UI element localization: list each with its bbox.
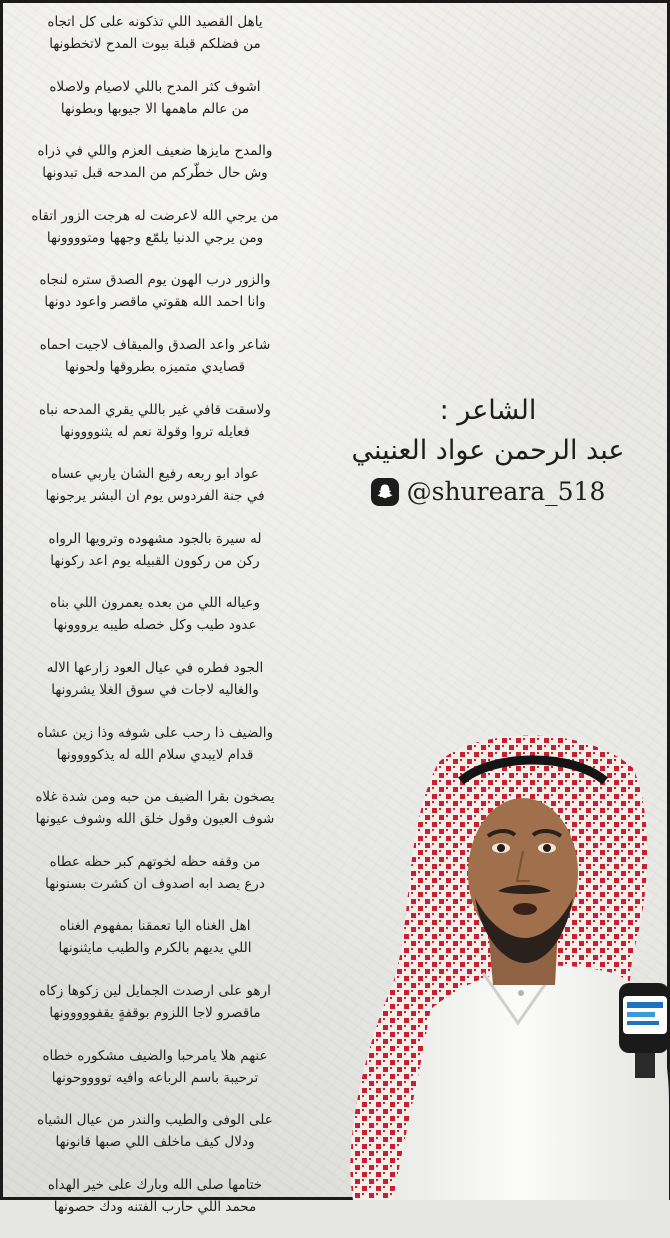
poem-line: وعياله اللي من بعده يعمرون اللي بناه: [50, 595, 260, 612]
poem-stanza: [5, 269, 305, 334]
poem-stanza: [5, 140, 305, 205]
poem-stanza: [5, 1045, 305, 1110]
poem-line: عنهم هلا يامرحبا والضيف مشكوره خطاه: [42, 1047, 268, 1064]
poem-line: درع يصد ابه اصدوف ان كشرت بسنونها: [45, 875, 265, 892]
poem-stanza: [5, 463, 305, 528]
poem-line: ختامها صلى الله وبارك على خير الهداه: [47, 1176, 263, 1193]
poem-line: اللي يديهم بالكرم والطيب مايثنونها: [58, 940, 252, 957]
poet-label: الشاعر :: [439, 395, 537, 426]
poem-stanza: [5, 851, 305, 916]
poem-stanza: [5, 722, 305, 787]
poem-line: اشوف كثر المدح باللي لاصيام ولاصلاه: [49, 78, 261, 95]
poem-line: عواد ابو ربعه رفيع الشان ياربي عساه: [51, 466, 259, 483]
poem-line: شوف العيون وقول خلق الله وشوف عيونها: [35, 811, 275, 828]
poem-line: ارهو على ارصدت الجمايل لين زكوها زكاه: [39, 982, 271, 999]
poem-line: له سيرة بالجود مشهوده وترويها الرواه: [48, 530, 262, 547]
poem-line: من عالم ماهمها الا جيوبها وبطونها: [60, 100, 250, 117]
poem-line: من يرجي الله لاعرضت له هرجت الزور اتقاه: [31, 207, 279, 224]
poem-stanza: [5, 1109, 305, 1174]
poem-line: وانا احمد الله هقوتي ماقصر واعود دونها: [44, 294, 266, 311]
poem-line: شاعر واعد الصدق والميقاف لاجيت احماه: [39, 336, 271, 353]
poem-line: فعايله تروا وقولة نعم له يثنوووونها: [60, 423, 250, 440]
poem-line: ماقصرو لاجا اللزوم بوقفةٍ يقفووووونها: [49, 1004, 261, 1021]
snapchat-ghost-icon: [371, 478, 399, 506]
poem-stanza: [5, 1174, 305, 1238]
poem-stanza: [5, 915, 305, 980]
poem-line: اهل الغناه اليا تعمقنا بمفهوم الغناه: [59, 918, 251, 935]
poet-info: [333, 391, 643, 506]
poem-text: [5, 11, 305, 1238]
poet-portrait-photo: [333, 723, 669, 1200]
poem-line: ومن يرجي الدنيا يلمّع وجهها ومتوووونها: [46, 229, 264, 246]
poem-line: محمد اللي حارب الفتنه ودك حصونها: [53, 1198, 257, 1215]
poem-line: والغاليه لاجات في سوق الغلا يشرونها: [51, 681, 259, 698]
poem-stanza: [5, 592, 305, 657]
poet-name: عبد الرحمن عواد العنيني: [351, 435, 625, 466]
poem-line: ياهل القصيد اللي تذكونه على كل اتجاه: [47, 14, 263, 30]
poem-line: في جنة الفردوس يوم ان البشر يرجونها: [45, 488, 265, 505]
poem-line: ودلال كيف ماخلف اللي صبها قانونها: [55, 1134, 255, 1151]
poem-line: من وقفه حظه لخوتهم كبر حظه عطاه: [49, 853, 261, 870]
poem-stanza: [5, 334, 305, 399]
poem-stanza: [5, 11, 305, 76]
poem-stanza: [5, 528, 305, 593]
poem-line: والضيف ذا رحب على شوفه وذا زين عشاه: [37, 724, 273, 741]
snapchat-handle: @shureara_518: [406, 477, 606, 506]
poem-stanza: [5, 76, 305, 141]
poem-stanza: [5, 205, 305, 270]
poem-stanza: [5, 980, 305, 1045]
poem-line: قصايدي متميزه بطروقها ولحونها: [64, 358, 246, 375]
poem-line: يصخون بقرا الضيف من حبه ومن شدة غلاه: [35, 789, 275, 806]
snapchat-handle-row[interactable]: [333, 477, 643, 506]
poem-line: ركن من ركوون القبيله يوم اعد ركونها: [50, 552, 260, 569]
poem-line: قدام لايبدي سلام الله له يذكوووونها: [56, 746, 254, 763]
poem-stanza: [5, 399, 305, 464]
poem-line: وش حال خطّركم من المدحه قبل تبدونها: [42, 165, 268, 182]
poem-stanza: [5, 657, 305, 722]
poem-line: عدود طيب وكل خصله طيبه يرووونها: [53, 617, 257, 634]
microphone-icon: [613, 978, 669, 1078]
poem-line: على الوفى والطيب والندر من عيال الشياه: [37, 1112, 273, 1129]
poem-line: والزور درب الهون يوم الصدق ستره لنجاه: [39, 272, 271, 289]
poem-line: والمدح مايزها ضعيف العزم واللي في ذراه: [37, 143, 273, 160]
poem-line: الجود فطره في عيال العود زارعها الاله: [46, 659, 264, 676]
poem-line: من فضلكم قبلة بيوت المدح لاتخطونها: [49, 36, 261, 52]
poem-line: ولاسقت قافي غير باللي يقري المدحه نباه: [39, 401, 271, 418]
poem-line: ترحيبة باسم الرباعه وافيه تووووحونها: [51, 1069, 259, 1086]
poem-stanza: [5, 786, 305, 851]
